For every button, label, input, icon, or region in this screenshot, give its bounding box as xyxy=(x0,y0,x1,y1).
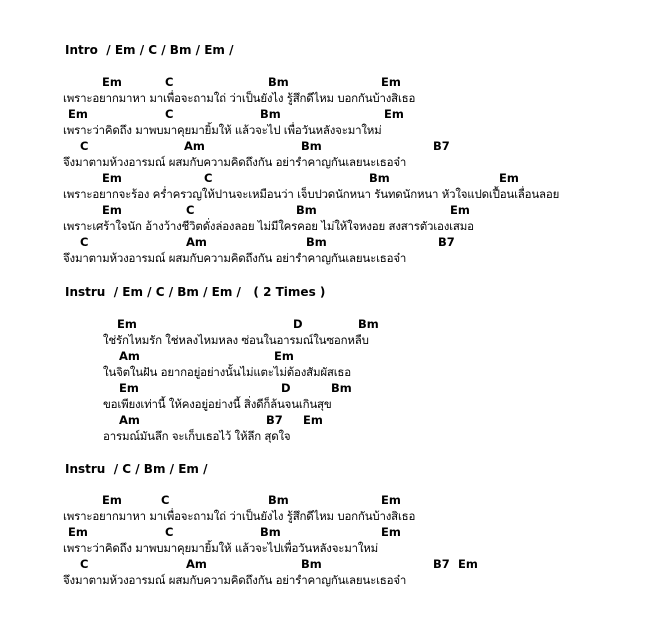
chord: Em xyxy=(381,75,401,89)
chord: C xyxy=(165,75,174,89)
chord: Am xyxy=(186,557,207,571)
instru-header-2: Instru / C / Bm / Em / xyxy=(65,462,208,476)
lyric-line: เพราะอยากมาหา มาเพื่อจะถามใถ่ ว่าเป็นยังไง รู้สึกดีไหม บอกกันบ้างสิเธอ xyxy=(63,509,416,523)
chord: Bm xyxy=(268,75,289,89)
chord: Bm xyxy=(296,203,317,217)
lyric-line: ขอเพียงเท่านี้ ให้คงอยู่อย่างนี้ สิ่งดีก็ล้นจนเกินสุข xyxy=(103,397,332,411)
chord: B7 xyxy=(438,235,455,249)
chord: Am xyxy=(186,235,207,249)
chord: Em xyxy=(68,525,88,539)
chord: C xyxy=(80,139,89,153)
chord: Em xyxy=(68,107,88,121)
chord: Em xyxy=(102,203,122,217)
chord: Em xyxy=(381,525,401,539)
chord: C xyxy=(204,171,213,185)
chord: Em xyxy=(303,413,323,427)
lyric-line: ในจิตในฝัน อยากอยู่อย่างนั้นไม่แตะไม่ต้องสัมผัสเธอ xyxy=(103,365,351,379)
lyric-line: เพราะเศร้าใจนัก อ้างว้างชีวิตดั่งล่องลอย ไม่มีใครคอย ไม่ให้ใจหงอย สงสารตัวเองเสมอ xyxy=(63,219,474,233)
chord: Bm xyxy=(301,557,322,571)
chord: C xyxy=(165,525,174,539)
chord: B7 xyxy=(266,413,283,427)
chord: C xyxy=(80,235,89,249)
chord: Bm xyxy=(260,525,281,539)
chord: Em xyxy=(117,317,137,331)
chord: Em xyxy=(450,203,470,217)
chord: Bm xyxy=(306,235,327,249)
chord: B7 xyxy=(433,139,450,153)
lyric-line: เพราะว่าคิดถึง มาพบมาคุยมายิ้มให้ แล้วจะไป เพื่อวันหลังจะมาใหม่ xyxy=(63,123,382,137)
chord: Em xyxy=(102,75,122,89)
chord: B7 xyxy=(433,557,450,571)
chord: Am xyxy=(119,349,140,363)
chord: Em xyxy=(102,171,122,185)
lyric-line: จึงมาตามห้วงอารมณ์ ผสมกับความคิดถึงกัน อย่ารำคาญกันเลยนะเธอจ๋า xyxy=(63,155,407,169)
instru-header-1: Instru / Em / C / Bm / Em / ( 2 Times ) xyxy=(65,285,326,299)
intro-header: Intro / Em / C / Bm / Em / xyxy=(65,43,234,57)
chord: Bm xyxy=(301,139,322,153)
chord: Em xyxy=(499,171,519,185)
chord: Bm xyxy=(358,317,379,331)
chord: Am xyxy=(184,139,205,153)
chord: C xyxy=(80,557,89,571)
chord: D xyxy=(281,381,291,395)
chord: C xyxy=(165,107,174,121)
chord: Em xyxy=(381,493,401,507)
lyric-line: จึงมาตามห้วงอารมณ์ ผสมกับความคิดถึงกัน อย่ารำคาญกันเลยนะเธอจ๋า xyxy=(63,573,407,587)
chord: Bm xyxy=(369,171,390,185)
lyric-line: อารมณ์มันลึก จะเก็บเธอไว้ ให้ลึก สุดใจ xyxy=(103,429,291,443)
lyric-line: ใช่รักไหมรัก ใช่หลงไหมหลง ซ่อนในอารมณ์ในซอกหลืบ xyxy=(103,333,369,347)
chord: Am xyxy=(119,413,140,427)
chord: C xyxy=(161,493,170,507)
lyric-line: เพราะอยากจะร้อง คร่ำครวญให้ปานจะเหมือนว่า เจ็บปวดนักหนา รันทดนักหนา หัวใจแปดเปื้อนเลื่อนลอย xyxy=(63,187,560,201)
chord: C xyxy=(186,203,195,217)
chord: Em xyxy=(458,557,478,571)
chord: Em xyxy=(384,107,404,121)
lyric-line: จึงมาตามห้วงอารมณ์ ผสมกับความคิดถึงกัน อย่ารำคาญกันเลยนะเธอจ๋า xyxy=(63,251,407,265)
chord: Em xyxy=(274,349,294,363)
lyric-line: เพราะอยากมาหา มาเพื่อจะถามใถ่ ว่าเป็นยังไง รู้สึกดีไหม บอกกันบ้างสิเธอ xyxy=(63,91,416,105)
chord: Bm xyxy=(260,107,281,121)
chord: D xyxy=(293,317,303,331)
chord: Bm xyxy=(268,493,289,507)
chord: Bm xyxy=(331,381,352,395)
chord: Em xyxy=(102,493,122,507)
lyric-line: เพราะว่าคิดถึง มาพบมาคุยมายิ้มให้ แล้วจะไปเพื่อวันหลังจะมาใหม่ xyxy=(63,541,379,555)
chord: Em xyxy=(119,381,139,395)
